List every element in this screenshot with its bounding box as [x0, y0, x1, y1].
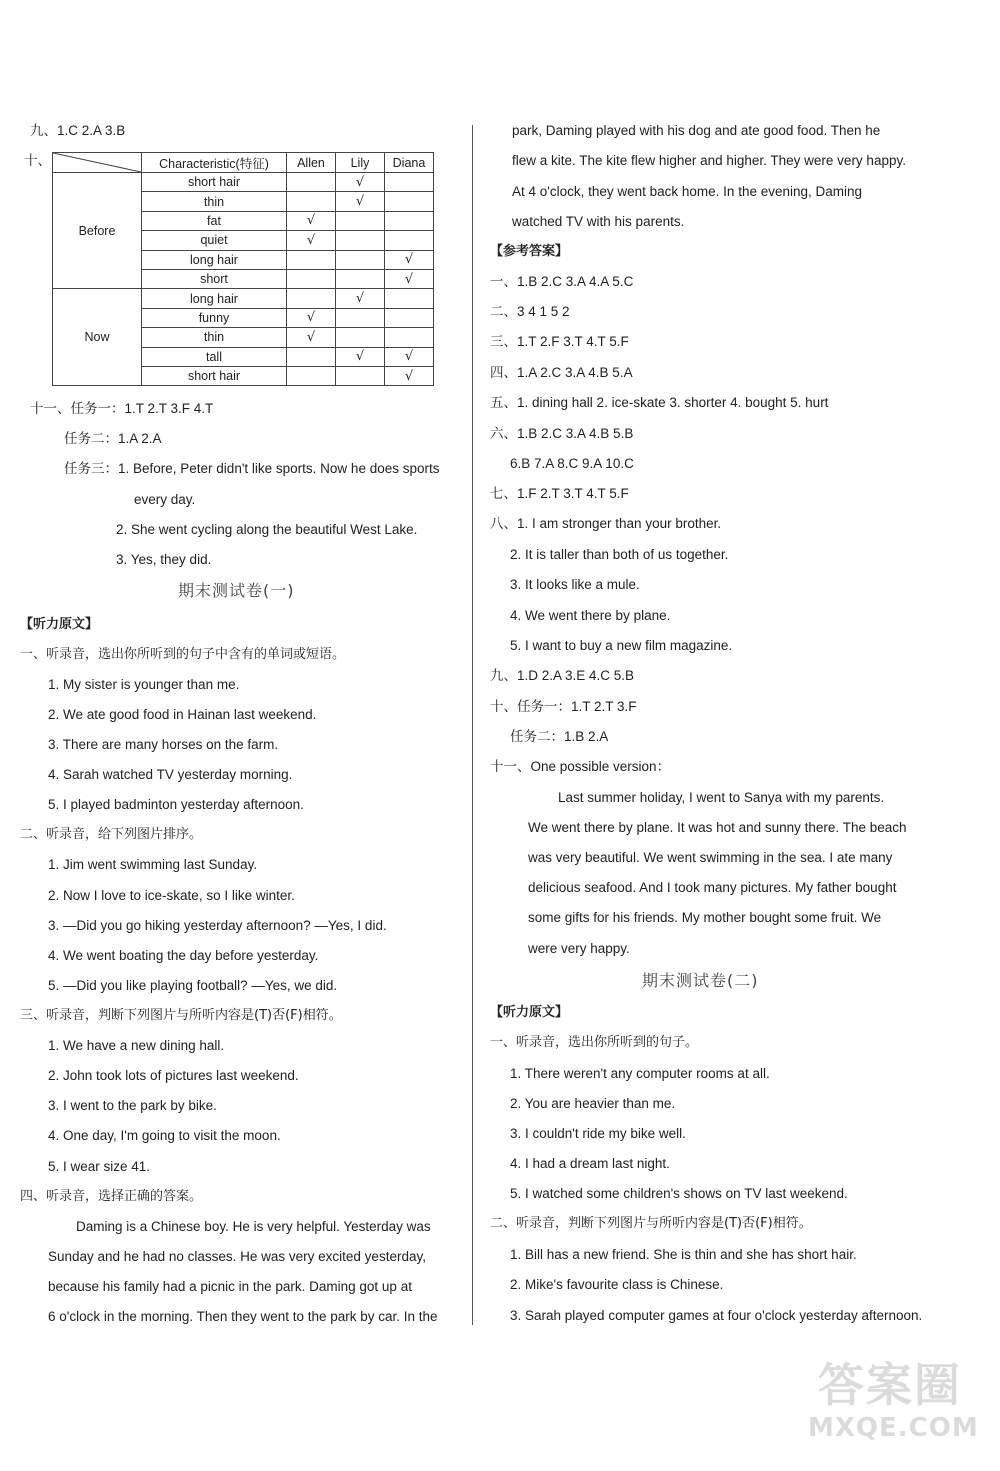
exam1-s4-paragraph-line: Daming is a Chinese boy. He is very helpful. Yesterday was [76, 1219, 431, 1234]
answer-nine-right: 九、1.D 2.A 3.E 4.C 5.B [490, 668, 635, 683]
answer-ten-task1: 十、任务一：1.T 2.T 3.F [490, 699, 637, 714]
passage-cont-line: At 4 o'clock, they went back home. In the evening, Daming [512, 184, 863, 199]
answer-eleven-task3-1b: every day. [134, 492, 196, 507]
exam1-section1-title: 一、听录音，选出你所听到的句子中含有的单词或短语。 [20, 647, 346, 662]
trait-cell: short [142, 269, 287, 288]
diana-cell [385, 328, 434, 347]
answer-row: 四、1.A 2.C 3.A 4.B 5.A [490, 365, 633, 380]
answer-eleven-version: 十一、One possible version： [490, 759, 671, 774]
answer-eleven-task3-2: 2. She went cycling along the beautiful West Lake. [116, 522, 418, 537]
exam1-s2-item: 3. —Did you go hiking yesterday afternoon? —Yes, I did. [48, 918, 387, 933]
exam1-s1-item: 4. Sarah watched TV yesterday morning. [48, 767, 293, 782]
essay-line: some gifts for his friends. My mother bought some fruit. We [528, 910, 882, 925]
allen-cell [287, 250, 336, 269]
answer-row: 八、1. I am stronger than your brother. [490, 516, 722, 531]
exam2-s2-item: 2. Mike's favourite class is Chinese. [510, 1277, 724, 1292]
reference-answers-label: 【参考答案】 [490, 244, 569, 259]
exam1-s2-item: 4. We went boating the day before yesterday. [48, 948, 319, 963]
essay-line: Last summer holiday, I went to Sanya with my parents. [558, 790, 885, 805]
allen-cell: √ [287, 211, 336, 230]
exam1-section2-title: 二、听录音，给下列图片排序。 [20, 827, 203, 842]
essay-line: were very happy. [528, 941, 630, 956]
lily-cell: √ [336, 192, 385, 211]
essay-line: delicious seafood. And I took many pictures. My father bought [528, 880, 897, 895]
exam2-title: 期末测试卷(二) [642, 971, 759, 990]
lily-cell [336, 250, 385, 269]
exam2-s1-item: 2. You are heavier than me. [510, 1096, 676, 1111]
allen-cell [287, 192, 336, 211]
exam1-s4-paragraph-line: because his family had a picnic in the park. Daming got up at [48, 1279, 412, 1294]
exam1-s3-item: 2. John took lots of pictures last weekend. [48, 1068, 299, 1083]
exam2-s1-item: 4. I had a dream last night. [510, 1156, 670, 1171]
answer-eleven-task3-3: 3. Yes, they did. [116, 552, 212, 567]
trait-cell: thin [142, 328, 287, 347]
diana-cell: √ [385, 366, 434, 385]
lily-cell [336, 308, 385, 327]
answer-row: 三、1.T 2.F 3.T 4.T 5.F [490, 334, 629, 349]
exam1-s1-item: 3. There are many horses on the farm. [48, 737, 279, 752]
header-diana: Diana [385, 153, 434, 173]
watermark-logo [798, 1349, 978, 1459]
lily-cell [336, 366, 385, 385]
lily-cell [336, 211, 385, 230]
exam1-section4-title: 四、听录音，选择正确的答案。 [20, 1189, 203, 1204]
exam2-s1-item: 3. I couldn't ride my bike well. [510, 1126, 686, 1141]
answer-eight-item: 4. We went there by plane. [510, 608, 671, 623]
watermark-text: 答案圈 [818, 1358, 962, 1412]
exam1-section3-title: 三、听录音，判断下列图片与所听内容是(T)否(F)相符。 [20, 1008, 342, 1023]
answer-row: 五、1. dining hall 2. ice-skate 3. shorter 4. bought 5. hurt [490, 395, 829, 410]
group-label: Before [53, 173, 142, 289]
answer-row: 六、1.B 2.C 3.A 4.B 5.B [490, 426, 634, 441]
exam2-s2-item: 1. Bill has a new friend. She is thin and she has short hair. [510, 1247, 857, 1262]
exam1-s2-item: 1. Jim went swimming last Sunday. [48, 857, 258, 872]
trait-cell: long hair [142, 250, 287, 269]
allen-cell [287, 347, 336, 366]
left-column [20, 0, 468, 1330]
exam1-s1-item: 1. My sister is younger than me. [48, 677, 240, 692]
trait-cell: fat [142, 211, 287, 230]
answer-ten-task2: 任务二：1.B 2.A [510, 729, 609, 744]
exam2-s1-item: 5. I watched some children's shows on TV last weekend. [510, 1186, 848, 1201]
answer-nine: 九、1.C 2.A 3.B [30, 123, 126, 138]
lily-cell: √ [336, 289, 385, 308]
diana-cell: √ [385, 269, 434, 288]
answer-row: 二、3 4 1 5 2 [490, 304, 570, 319]
table-row [53, 173, 434, 192]
exam1-s2-item: 5. —Did you like playing football? —Yes, we did. [48, 978, 338, 993]
passage-cont-line: park, Daming played with his dog and ate good food. Then he [512, 123, 881, 138]
header-allen: Allen [287, 153, 336, 173]
allen-cell: √ [287, 231, 336, 250]
exam2-s1-item: 1. There weren't any computer rooms at all. [510, 1066, 770, 1081]
answer-row: 一、1.B 2.C 3.A 4.A 5.C [490, 274, 634, 289]
diana-cell [385, 211, 434, 230]
answer-row: 6.B 7.A 8.C 9.A 10.C [510, 456, 634, 471]
exam2-section1-title: 一、听录音，选出你所听到的句子。 [490, 1035, 699, 1050]
table-corner-cell [53, 153, 142, 173]
exam1-s2-item: 2. Now I love to ice-skate, so I like winter. [48, 888, 295, 903]
lily-cell [336, 231, 385, 250]
trait-cell: funny [142, 308, 287, 327]
allen-cell: √ [287, 328, 336, 347]
allen-cell [287, 173, 336, 192]
header-lily: Lily [336, 153, 385, 173]
trait-cell: quiet [142, 231, 287, 250]
right-column [482, 0, 982, 1330]
diana-cell [385, 173, 434, 192]
exam1-s4-paragraph-line: Sunday and he had no classes. He was very excited yesterday, [48, 1249, 426, 1264]
trait-cell: long hair [142, 289, 287, 308]
diana-cell [385, 192, 434, 211]
allen-cell [287, 289, 336, 308]
exam1-s4-paragraph-line: 6 o'clock in the morning. Then they went to the park by car. In the [48, 1309, 438, 1324]
group-label: Now [53, 289, 142, 386]
answer-eight-item: 3. It looks like a mule. [510, 577, 640, 592]
exam1-title: 期末测试卷(一) [178, 581, 295, 600]
answer-eight-item: 5. I want to buy a new film magazine. [510, 638, 733, 653]
watermark-url: MXQE.COM [808, 1413, 979, 1443]
allen-cell: √ [287, 308, 336, 327]
exam1-s3-item: 4. One day, I'm going to visit the moon. [48, 1128, 281, 1143]
lily-cell: √ [336, 347, 385, 366]
characteristics-table [52, 152, 434, 386]
diana-cell: √ [385, 250, 434, 269]
passage-cont-line: watched TV with his parents. [512, 214, 685, 229]
answer-eleven-task1: 十一、任务一：1.T 2.T 3.F 4.T [30, 401, 214, 416]
header-characteristic: Characteristic(特征) [142, 153, 287, 173]
lily-cell [336, 328, 385, 347]
column-divider [472, 125, 473, 1325]
answer-ten-label: 十、 [24, 153, 51, 168]
diana-cell [385, 231, 434, 250]
passage-cont-line: flew a kite. The kite flew higher and higher. They were very happy. [512, 153, 906, 168]
exam1-s3-item: 5. I wear size 41. [48, 1159, 151, 1174]
lily-cell [336, 269, 385, 288]
lily-cell: √ [336, 173, 385, 192]
trait-cell: short hair [142, 173, 287, 192]
diagonal-line [53, 153, 141, 172]
essay-line: We went there by plane. It was hot and sunny there. The beach [528, 820, 907, 835]
exam2-s2-item: 3. Sarah played computer games at four o'clock yesterday afternoon. [510, 1308, 923, 1323]
diana-cell [385, 308, 434, 327]
table-row [53, 289, 434, 308]
exam1-s3-item: 3. I went to the park by bike. [48, 1098, 217, 1113]
exam2-listening-label: 【听力原文】 [490, 1005, 569, 1020]
allen-cell [287, 366, 336, 385]
answer-eight-item: 2. It is taller than both of us together. [510, 547, 729, 562]
answer-eleven-task2: 任务二：1.A 2.A [64, 431, 162, 446]
exam1-listening-label: 【听力原文】 [20, 617, 99, 632]
exam1-s1-item: 5. I played badminton yesterday afternoon. [48, 797, 304, 812]
allen-cell [287, 269, 336, 288]
diana-cell [385, 289, 434, 308]
exam2-section2-title: 二、听录音，判断下列图片与所听内容是(T)否(F)相符。 [490, 1216, 812, 1231]
exam1-s3-item: 1. We have a new dining hall. [48, 1038, 225, 1053]
trait-cell: thin [142, 192, 287, 211]
diana-cell: √ [385, 347, 434, 366]
answer-eleven-task3-1: 任务三：1. Before, Peter didn't like sports. Now he does sports [64, 461, 440, 476]
answer-row: 七、1.F 2.T 3.T 4.T 5.F [490, 486, 629, 501]
essay-line: was very beautiful. We went swimming in the sea. I ate many [528, 850, 893, 865]
trait-cell: tall [142, 347, 287, 366]
trait-cell: short hair [142, 366, 287, 385]
exam1-s1-item: 2. We ate good food in Hainan last weekend. [48, 707, 317, 722]
